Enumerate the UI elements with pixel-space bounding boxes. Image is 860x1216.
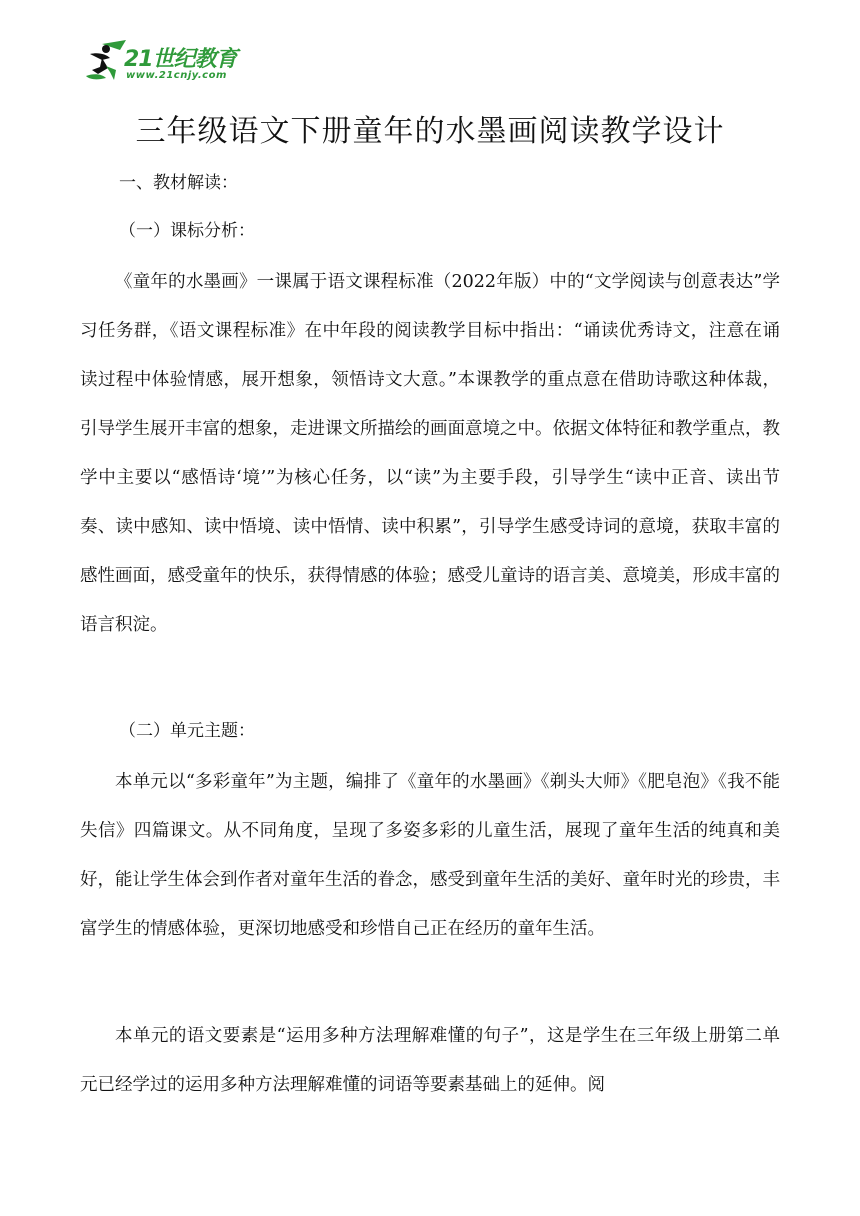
document-title: 三年级语文下册童年的水墨画阅读教学设计 xyxy=(135,114,725,149)
running-figure-icon xyxy=(80,40,130,82)
paragraph-language-elements: 本单元的语文要素是“运用多种方法理解难懂的句子”，这是学生在三年级上册第二单元已经学过的运用多种方法理解难懂的词语等要素基础上的延伸。阅 xyxy=(80,1026,780,1095)
section-heading-textbook: 一、教材解读： xyxy=(119,173,238,193)
subsection-heading-standards: （一）课标分析： xyxy=(119,221,255,241)
logo-brand-text: 21世纪教育 xyxy=(124,47,237,72)
paragraph-unit-theme: 本单元以“多彩童年”为主题，编排了《童年的水墨画》《剃头大师》《肥皂泡》《我不能失信》四篇课文。从不同角度，呈现了多姿多彩的儿童生活，展现了童年生活的纯真和美好，能让学生体会到作者对童年生活的眷念，感受到童年生活的美好、童年时光的珍贵，丰富学生的情感体验，更深切地感受和珍惜自己正在经历的童年生活。 xyxy=(80,772,780,939)
site-logo xyxy=(80,40,250,84)
logo-url-text: www.21cnjy.com xyxy=(126,70,227,81)
paragraph-standards-analysis: 《童年的水墨画》一课属于语文课程标准（2022年版）中的“文学阅读与创意表达”学习任务群，《语文课程标准》在中年段的阅读教学目标中指出：“诵读优秀诗文，注意在诵读过程中体验情感，展开想象，领悟诗文大意。”本课教学的重点意在借助诗歌这种体裁，引导学生展开丰富的想象，走进课文所描绘的画面意境之中。依据文体特征和教学重点，教学中主要以“感悟诗‘境’”为核心任务，以“读”为主要手段，引导学生“读中正音、读出节奏、读中感知、读中悟境、读中悟情、读中积累”，引导学生感受诗词的意境，获取丰富的感性画面，感受童年的快乐，获得情感的体验；感受儿童诗的语言美、意境美，形成丰富的语言积淀。 xyxy=(80,272,780,635)
subsection-heading-unit-theme: （二）单元主题： xyxy=(119,721,255,741)
